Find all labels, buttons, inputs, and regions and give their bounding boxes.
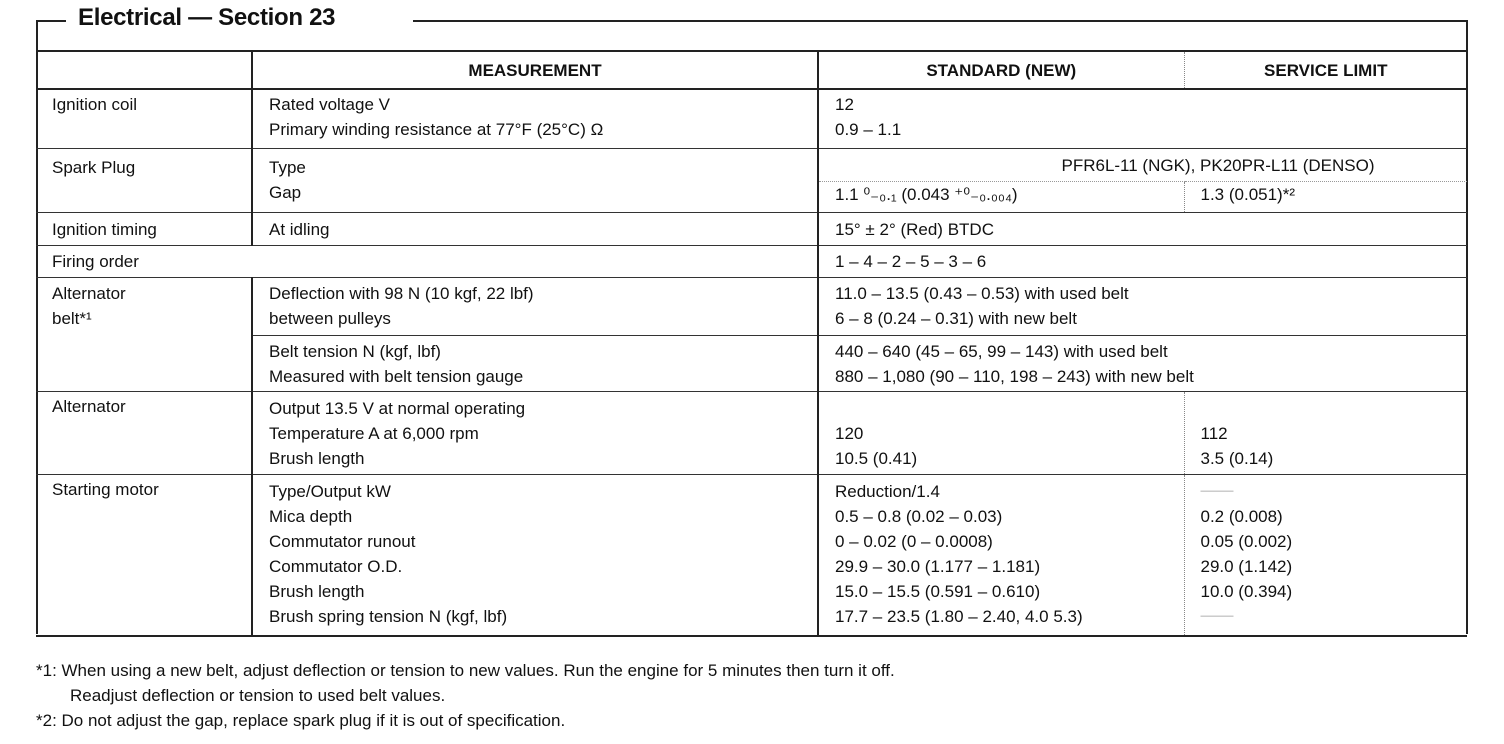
standard-value: 11.0 – 13.5 (0.43 – 0.53) with used belt <box>835 284 1129 303</box>
item-spark-plug: Spark Plug <box>36 149 252 213</box>
item-ignition-timing: Ignition timing <box>36 213 252 246</box>
item-alternator-belt-suffix: belt*¹ <box>52 309 92 328</box>
page-title: Electrical — Section 23 <box>78 4 336 31</box>
standard-value: 0.5 – 0.8 (0.02 – 0.03) <box>835 507 1003 526</box>
item-alternator-belt: Alternator <box>52 284 126 303</box>
table-header <box>36 51 1467 89</box>
standard-value: 15° ± 2° (Red) BTDC <box>818 213 1467 246</box>
measurement-text: Commutator O.D. <box>269 557 403 576</box>
item-starting-motor: Starting motor <box>36 475 252 637</box>
measurement-text: Type <box>269 158 306 177</box>
standard-value: 15.0 – 15.5 (0.591 – 0.610) <box>835 582 1041 601</box>
table-row <box>36 213 1467 246</box>
measurement-text: Brush spring tension N (kgf, lbf) <box>269 607 508 626</box>
measurement-text: Brush length <box>269 449 365 468</box>
limit-value: 112 <box>1200 424 1228 443</box>
footnotes <box>36 658 895 733</box>
item-ignition-coil: Ignition coil <box>36 89 252 149</box>
measurement-text: Measured with belt tension gauge <box>269 367 524 386</box>
standard-value: 1 – 4 – 2 – 5 – 3 – 6 <box>818 246 1467 278</box>
header-standard: STANDARD (NEW) <box>818 51 1184 89</box>
table-row <box>36 246 1467 278</box>
measurement-text: Gap <box>269 183 302 202</box>
limit-value: 29.0 (1.142) <box>1200 557 1293 576</box>
standard-value: 10.5 (0.41) <box>835 449 918 468</box>
standard-value: 12 <box>835 95 854 114</box>
footnote-2: *2: Do not adjust the gap, replace spark plug if it is out of specification. <box>36 711 566 730</box>
measurement-text: Mica depth <box>269 507 353 526</box>
title-rule-right <box>413 20 1468 22</box>
item-firing-order: Firing order <box>36 246 818 278</box>
standard-value: Reduction/1.4 <box>835 482 940 501</box>
standard-value: 29.9 – 30.0 (1.177 – 1.181) <box>835 557 1041 576</box>
limit-value: 0.2 (0.008) <box>1200 507 1283 526</box>
table-row <box>36 392 1467 475</box>
header-service-limit: SERVICE LIMIT <box>1184 51 1467 89</box>
measurement-text: Commutator runout <box>269 532 416 551</box>
measurement-text: Output 13.5 V at normal operating <box>269 399 526 418</box>
spec-table <box>36 50 1467 637</box>
limit-value: 10.0 (0.394) <box>1200 582 1293 601</box>
measurement-text: Deflection with 98 N (10 kgf, 22 lbf) <box>269 284 534 303</box>
measurement-text: Rated voltage V <box>269 95 390 114</box>
item-alternator: Alternator <box>36 392 252 475</box>
table-row <box>36 278 1467 336</box>
footnote-1-cont: Readjust deflection or tension to used belt values. <box>70 686 446 705</box>
measurement-text: Type/Output kW <box>269 482 391 501</box>
measurement-text: Primary winding resistance at 77°F (25°C) Ω <box>269 120 604 139</box>
title-rule-left <box>36 20 66 22</box>
standard-value: 0.9 – 1.1 <box>835 120 902 139</box>
measurement-text: Belt tension N (kgf, lbf) <box>269 342 441 361</box>
table-row <box>36 149 1467 182</box>
header-measurement: MEASUREMENT <box>252 51 818 89</box>
limit-value: ——— <box>1200 610 1234 622</box>
gap-standard: 1.1 ⁰₋₀.₁ (0.043 ⁺⁰₋₀.₀₀₄) <box>818 182 1184 213</box>
gap-limit: 1.3 (0.051)*² <box>1184 182 1467 213</box>
measurement-text: At idling <box>252 213 818 246</box>
table-row <box>36 475 1467 637</box>
limit-value: ——— <box>1200 485 1234 497</box>
measurement-text: Brush length <box>269 582 365 601</box>
standard-value: 440 – 640 (45 – 65, 99 – 143) with used belt <box>835 342 1168 361</box>
spark-plug-type: PFR6L-11 (NGK), PK20PR-L11 (DENSO) <box>818 149 1467 182</box>
limit-value: 3.5 (0.14) <box>1200 449 1274 468</box>
measurement-text: Temperature A at 6,000 rpm <box>269 424 479 443</box>
footnote-1: *1: When using a new belt, adjust deflection or tension to new values. Run the engine for 5 minutes then turn it off. <box>36 661 895 680</box>
standard-value: 880 – 1,080 (90 – 110, 198 – 243) with new belt <box>835 367 1194 386</box>
standard-value: 6 – 8 (0.24 – 0.31) with new belt <box>835 309 1077 328</box>
limit-value: 0.05 (0.002) <box>1200 532 1293 551</box>
standard-value: 0 – 0.02 (0 – 0.0008) <box>835 532 993 551</box>
table-row <box>36 89 1467 149</box>
measurement-text: between pulleys <box>269 309 391 328</box>
standard-value: 17.7 – 23.5 (1.80 – 2.40, 4.0 5.3) <box>835 607 1083 626</box>
standard-value: 120 <box>835 424 864 443</box>
